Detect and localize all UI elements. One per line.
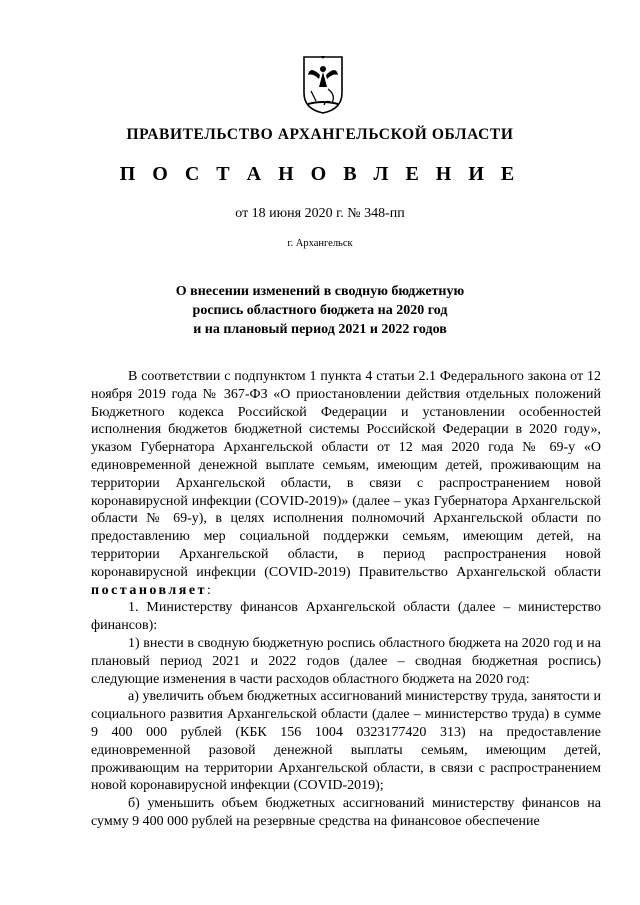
title-line-1: О внесении изменений в сводную бюджетную xyxy=(175,284,465,299)
document-body xyxy=(91,368,601,831)
document-type: П О С Т А Н О В Л Е Н И Е xyxy=(119,163,521,185)
preamble-paragraph xyxy=(91,368,601,599)
subclause-a: а) увеличить объем бюджетных ассигнований министерству труда, занятости и социального развития Архангельской области (далее – министерство труда) в сумме 9 400 000 рублей (КБК 156 1004 0323177420 313) на предоставление единовременной разовой денежной выплаты семьям, имеющим детей, проживающим на территории Архангельской области, в связи с распространением новой коронавирусной инфекции (COVID-2019); xyxy=(91,689,601,794)
date-number: от 18 июня 2020 г. № 348-пп xyxy=(235,206,405,221)
preamble-text: В соответствии с подпунктом 1 пункта 4 статьи 2.1 Федерального закона от 12 ноября 2019 года № 367-ФЗ «О приостановлении действия отдельных положений Бюджетного кодекса Российской Федерации и установлении особенностей исполнения бюджетов бюджетной системы Российской Федерации в 2020 году», указом Губернатора Архангельской области от 12 мая 2020 года № 69-у «О единовременной денежной выплате семьям, имеющим детей, проживающим на территории Архангельской области, в связи с распространением новой коронавирусной инфекции (COVID-2019)» (далее – указ Губернатора Архангельской области № 69-у), в целях исполнения полномочий Архангельской области по предоставлению мер социальной поддержки семьям, имеющим детей, на территории Архангельской области, в период распространения новой коронавирусной инфекции (COVID-2019) Правительство Архангельской области xyxy=(91,369,601,580)
preamble-end: : xyxy=(206,582,211,598)
title-line-2: роспись областного бюджета на 2020 год xyxy=(192,303,448,318)
organization-name: ПРАВИТЕЛЬСТВО АРХАНГЕЛЬСКОЙ ОБЛАСТИ xyxy=(126,126,514,143)
resolution-keyword: постановляет xyxy=(91,582,207,598)
city: г. Архангельск xyxy=(287,238,353,249)
subclause-b: б) уменьшить объем бюджетных ассигнований министерству финансов на сумму 9 400 000 рублей на резервные средства на финансовое обеспечение xyxy=(91,796,601,829)
coat-of-arms-icon xyxy=(302,55,344,115)
clause-1: 1. Министерству финансов Архангельской области (далее – министерство финансов): xyxy=(91,600,601,634)
title-line-3: и на плановый период 2021 и 2022 годов xyxy=(193,322,447,337)
subclause-1: 1) внести в сводную бюджетную роспись областного бюджета на 2020 год и на плановый период 2021 и 2022 годов (далее – сводная бюджетная роспись) следующие изменения в части расходов областного бюджета на 2020 год: xyxy=(91,635,601,687)
document-title xyxy=(100,282,540,339)
